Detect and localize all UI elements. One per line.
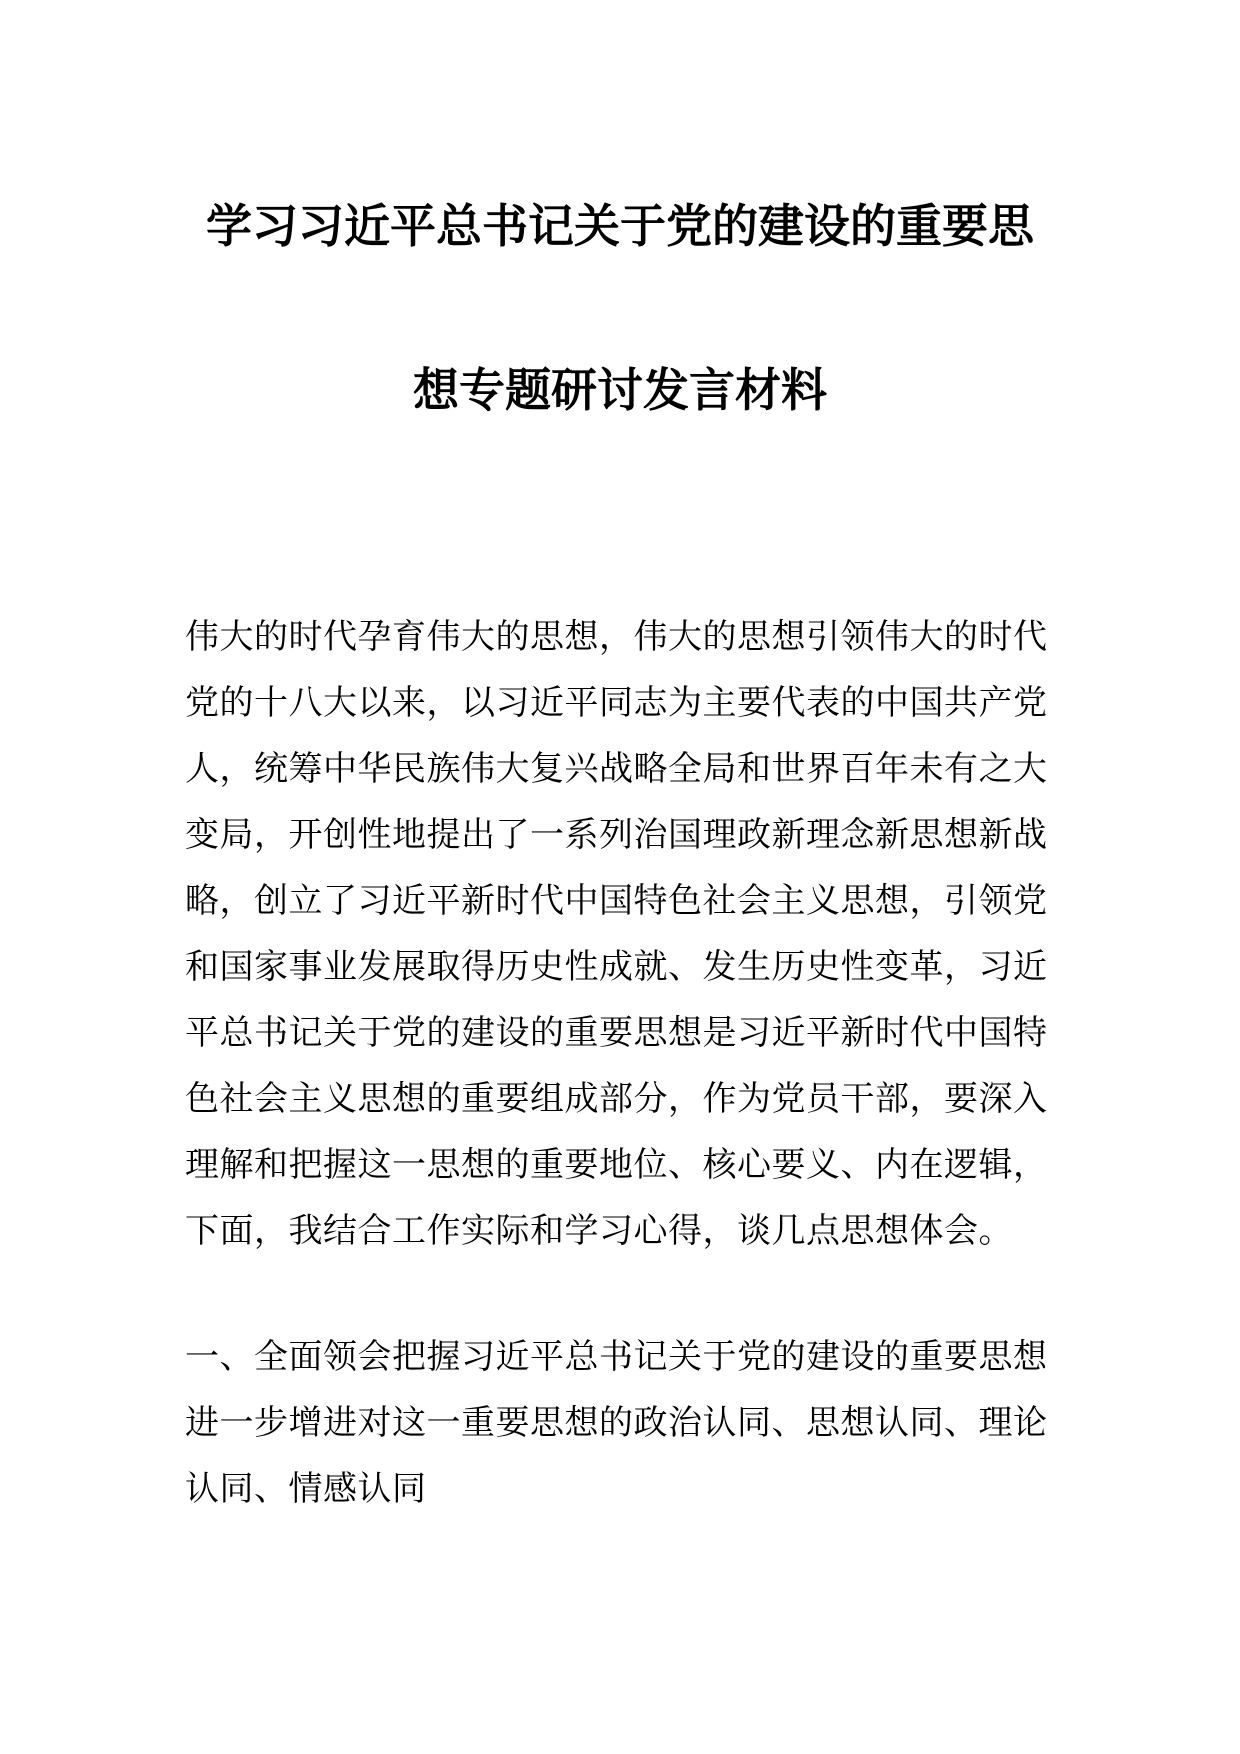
paragraph-1-line: 色社会主义思想的重要组成部分，作为党员干部，要深入 — [185, 1080, 1048, 1118]
paragraph-1-line: 略，创立了习近平新时代中国特色社会主义思想，引领党 — [185, 882, 1048, 920]
section-heading-1-line: 一、全面领会把握习近平总书记关于党的建设的重要思想 — [185, 1338, 1048, 1376]
paragraph-1 — [185, 604, 1055, 1264]
paragraph-1-line: 伟大的时代孕育伟大的思想，伟大的思想引领伟大的时代 — [185, 618, 1048, 656]
paragraph-1-line: 平总书记关于党的建设的重要思想是习近平新时代中国特 — [185, 1014, 1048, 1052]
paragraph-1-line: 和国家事业发展取得历史性成就、发生历史性变革，习近 — [185, 948, 1048, 986]
section-heading-1-line: 认同、情感认同 — [185, 1470, 427, 1508]
document-title-line-1: 学习习近平总书记关于党的建设的重要思 — [206, 200, 1034, 252]
section-heading-1 — [185, 1324, 1055, 1522]
paragraph-1-line: 党的十八大以来，以习近平同志为主要代表的中国共产党 — [185, 684, 1048, 722]
paragraph-1-line: 人，统筹中华民族伟大复兴战略全局和世界百年未有之大 — [185, 750, 1048, 788]
document-title-line-2: 想专题研讨发言材料 — [413, 364, 827, 416]
paragraph-1-line: 理解和把握这一思想的重要地位、核心要义、内在逻辑， — [185, 1146, 1048, 1184]
paragraph-1-line: 变局，开创性地提出了一系列治国理政新理念新思想新战 — [185, 816, 1048, 854]
section-heading-1-line: 进一步增进对这一重要思想的政治认同、思想认同、理论 — [185, 1404, 1048, 1442]
paragraph-1-line: 下面，我结合工作实际和学习心得，谈几点思想体会。 — [185, 1212, 1013, 1250]
